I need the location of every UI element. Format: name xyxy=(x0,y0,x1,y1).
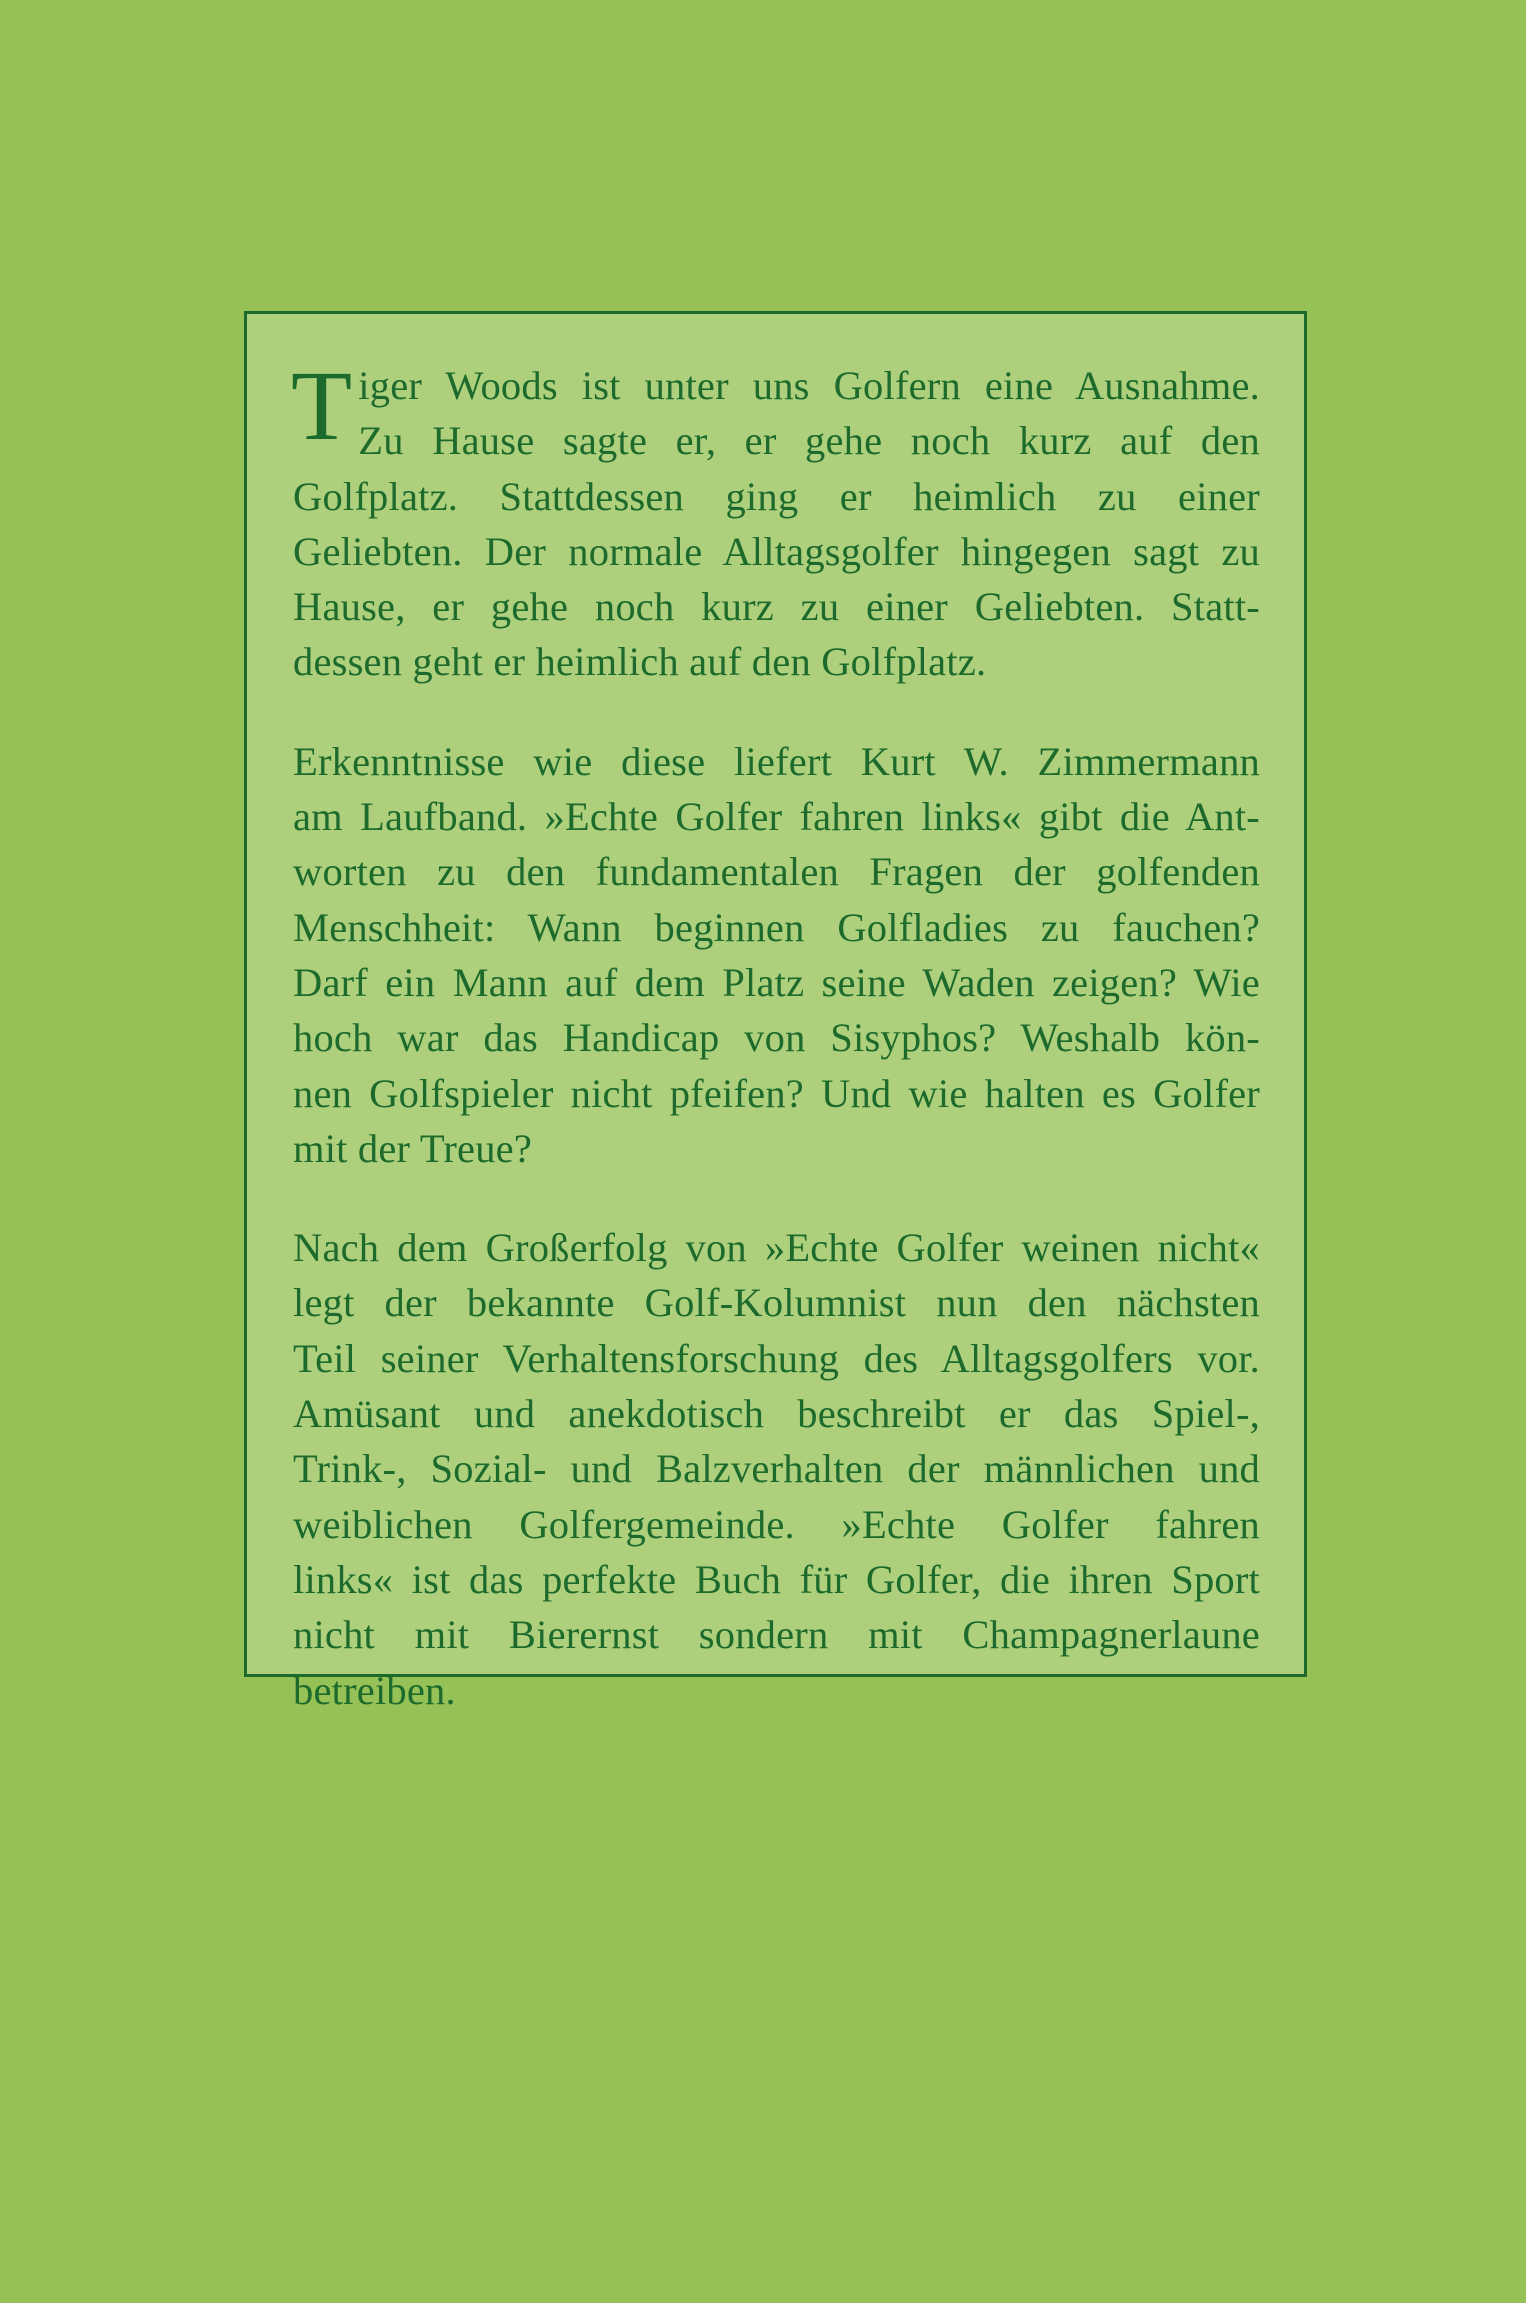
text-line: nen Golfspieler nicht pfeifen? Und wie halten es Golfer xyxy=(293,1070,1260,1116)
text-line: Erkenntnisse wie diese liefert Kurt W. Zimmermann xyxy=(293,738,1260,784)
text-line: Zu Hause sagte er, er gehe noch kurz auf den xyxy=(358,418,1260,464)
blurb-paragraph-2 xyxy=(293,734,1260,1176)
text-line: iger Woods ist unter uns Golfern eine Ausnahme. xyxy=(358,363,1260,408)
text-line: Teil seiner Verhaltensforschung des Alltagsgolfers vor. xyxy=(293,1335,1260,1381)
text-line: Golfplatz. Stattdessen ging er heimlich zu einer xyxy=(293,473,1260,519)
text-line: weiblichen Golfergemeinde. »Echte Golfer fahren xyxy=(293,1501,1260,1547)
text-line: Nach dem Großerfolg von »Echte Golfer weinen nicht« xyxy=(293,1225,1260,1271)
text-line: mit der Treue? xyxy=(293,1125,533,1171)
text-line: Darf ein Mann auf dem Platz seine Waden zeigen? Wie xyxy=(293,959,1260,1005)
text-line: am Laufband. »Echte Golfer fahren links« gibt die Ant- xyxy=(293,794,1260,840)
text-line: links« ist das perfekte Buch für Golfer, die ihren Sport xyxy=(293,1556,1260,1602)
blurb-paragraph-3 xyxy=(293,1220,1260,1718)
text-line: legt der bekannte Golf-Kolumnist nun den nächsten xyxy=(293,1280,1260,1326)
text-line: Amüsant und anekdotisch beschreibt er das Spiel-, xyxy=(293,1391,1260,1437)
text-line: Menschheit: Wann beginnen Golfladies zu fauchen? xyxy=(293,904,1260,950)
text-line: hoch war das Handicap von Sisyphos? Weshalb kön- xyxy=(293,1015,1260,1061)
text-line: worten zu den fundamentalen Fragen der golfenden xyxy=(293,849,1260,895)
text-line: Trink-, Sozial- und Balzverhalten der männlichen und xyxy=(293,1446,1260,1492)
text-line: nicht mit Bierernst sondern mit Champagnerlaune xyxy=(293,1612,1260,1658)
text-line: Hause, er gehe noch kurz zu einer Geliebten. Statt- xyxy=(293,584,1260,630)
text-line: dessen geht er heimlich auf den Golfplatz. xyxy=(293,639,987,685)
text-line: betreiben. xyxy=(293,1667,456,1713)
drop-cap: T xyxy=(291,350,353,461)
blurb-paragraph-1 xyxy=(291,350,1260,690)
text-line: Geliebten. Der normale Alltagsgolfer hingegen sagt zu xyxy=(293,528,1260,574)
blurb-box xyxy=(244,311,1307,1713)
